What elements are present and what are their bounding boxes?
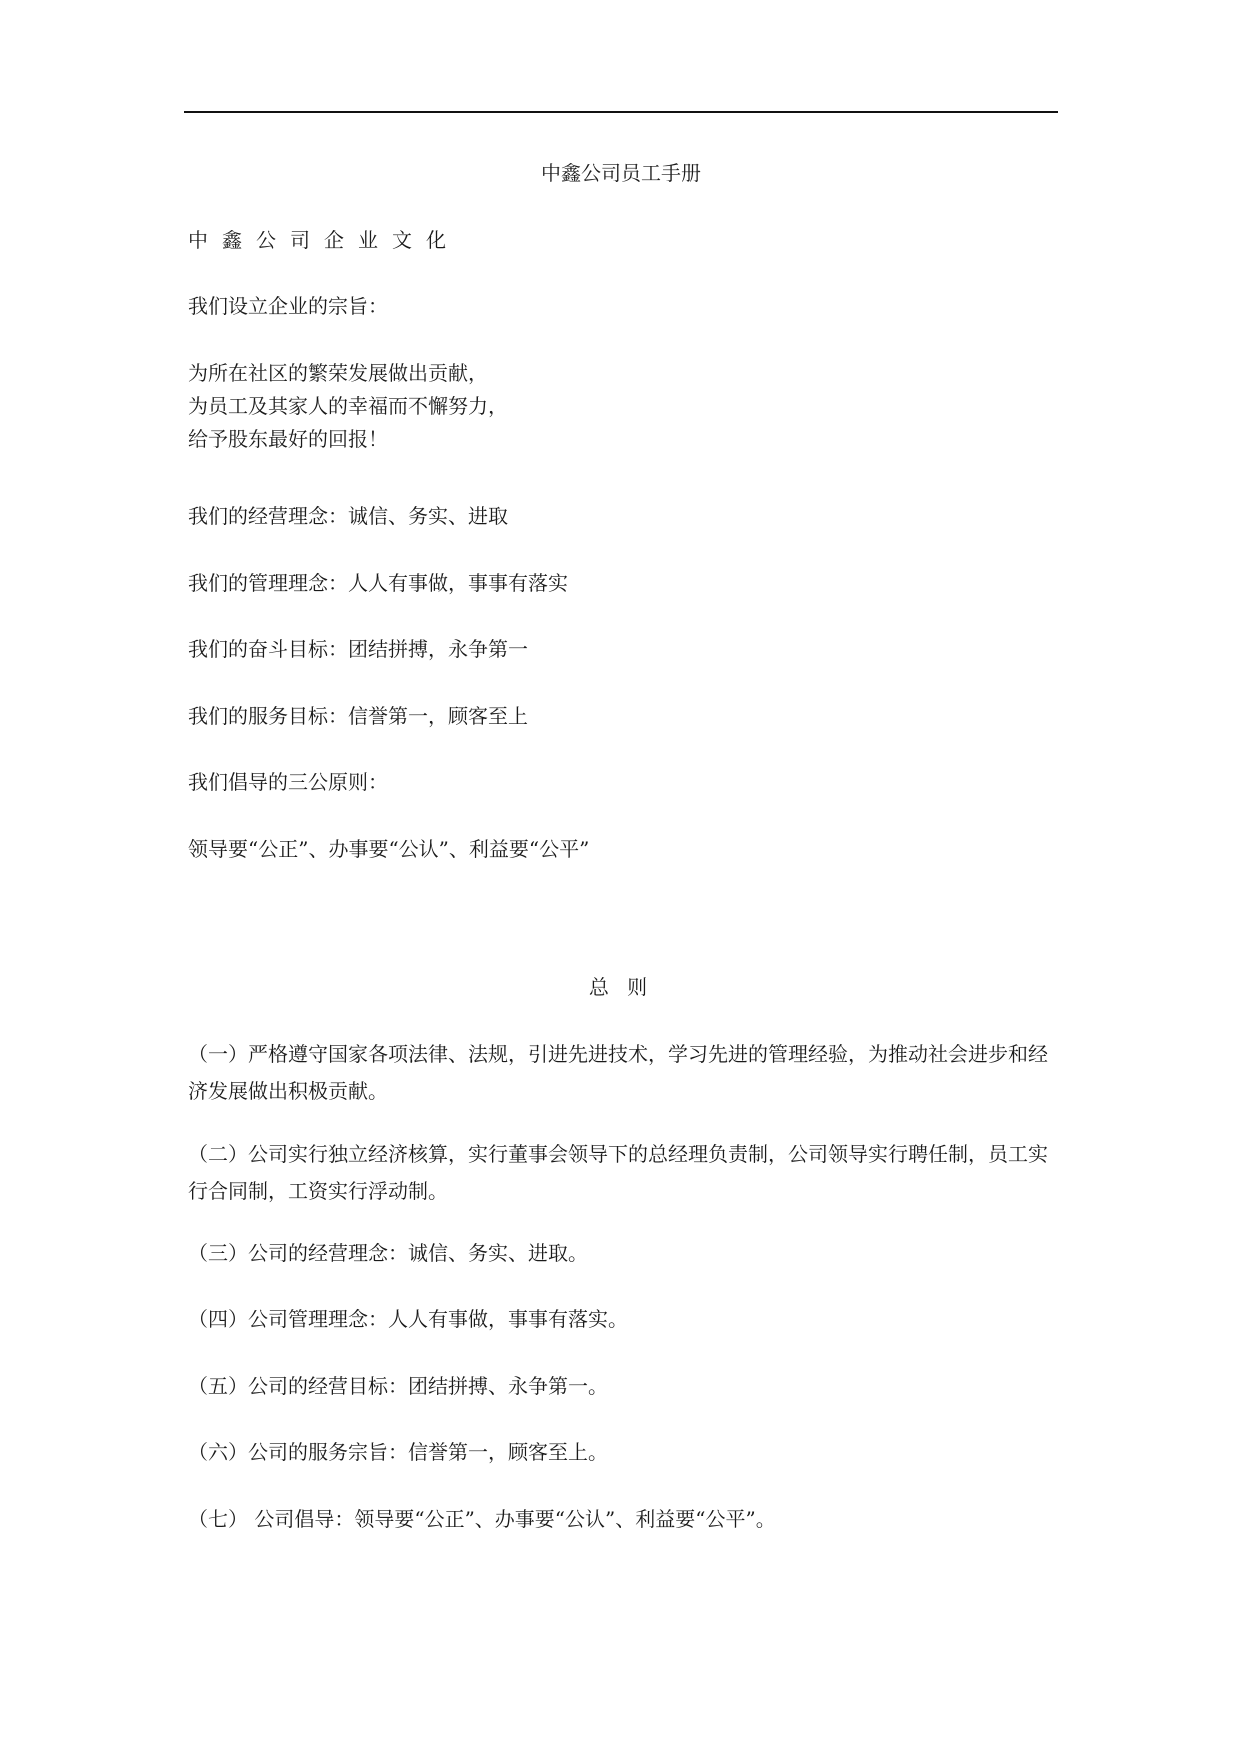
purpose-intro: 我们设立企业的宗旨： xyxy=(188,294,388,318)
general-heading: 总 则 xyxy=(588,975,654,999)
purpose-line: 为所在社区的繁荣发展做出贡献， xyxy=(188,361,488,385)
general-item-3: （三）公司的经营理念：诚信、务实、进取。 xyxy=(188,1241,588,1265)
general-item-7: （七） 公司倡导：领导要“公正”、办事要“公认”、利益要“公平”。 xyxy=(188,1507,776,1531)
management-philosophy: 我们的管理理念：人人有事做，事事有落实 xyxy=(188,571,568,595)
purpose-line: 给予股东最好的回报！ xyxy=(188,427,388,451)
business-philosophy: 我们的经营理念：诚信、务实、进取 xyxy=(188,504,508,528)
service-goal: 我们的服务目标：信誉第一，顾客至上 xyxy=(188,704,528,728)
three-principles-intro: 我们倡导的三公原则： xyxy=(188,770,388,794)
general-item-6: （六）公司的服务宗旨：信誉第一，顾客至上。 xyxy=(188,1440,608,1464)
general-item-5: （五）公司的经营目标：团结拼搏、永争第一。 xyxy=(188,1374,608,1398)
purpose-line: 为员工及其家人的幸福而不懈努力， xyxy=(188,394,508,418)
document-title: 中鑫公司员工手册 xyxy=(541,161,701,185)
purpose-lines xyxy=(188,357,508,456)
general-item-2: （二）公司实行独立经济核算，实行董事会领导下的总经理负责制，公司领导实行聘任制，员工实行合同制，工资实行浮动制。 xyxy=(188,1142,1048,1203)
three-principles: 领导要“公正”、办事要“公认”、利益要“公平” xyxy=(188,837,590,861)
culture-heading: 中鑫公司企业文化 xyxy=(188,228,460,252)
general-item-1: （一）严格遵守国家各项法律、法规，引进先进技术，学习先进的管理经验，为推动社会进步和经济发展做出积极贡献。 xyxy=(188,1042,1048,1103)
header-rule xyxy=(184,111,1058,113)
struggle-goal: 我们的奋斗目标：团结拼搏，永争第一 xyxy=(188,637,528,661)
general-item-4: （四）公司管理理念：人人有事做，事事有落实。 xyxy=(188,1307,628,1331)
